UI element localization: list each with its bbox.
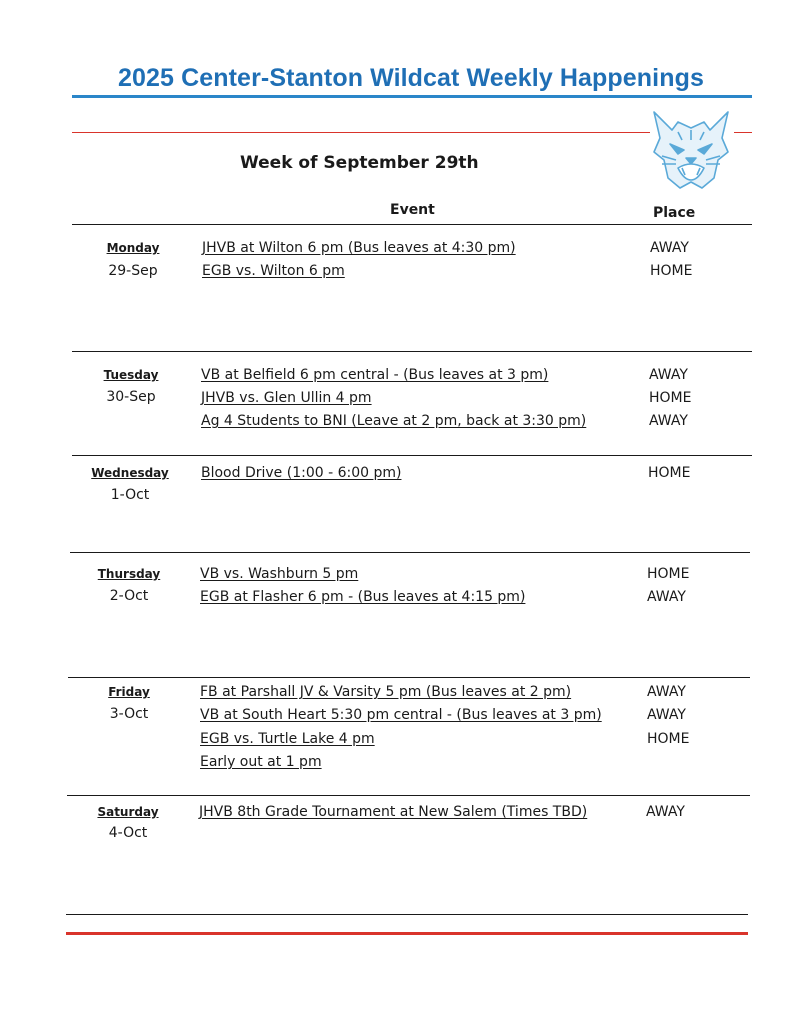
title-rule: [72, 95, 752, 98]
place-label: HOME: [650, 263, 693, 279]
event-item: VB at Belfield 6 pm central - (Bus leaves at 3 pm): [201, 367, 549, 383]
date-label-thursday: 2-Oct: [109, 588, 149, 604]
place-label: AWAY: [650, 240, 689, 256]
event-item: Blood Drive (1:00 - 6:00 pm): [201, 465, 402, 481]
header-divider: [72, 224, 752, 225]
event-item: VB vs. Washburn 5 pm: [200, 566, 359, 582]
date-label-tuesday: 30-Sep: [106, 389, 156, 405]
event-item: VB at South Heart 5:30 pm central - (Bus leaves at 3 pm): [200, 707, 602, 723]
place-label: AWAY: [649, 367, 688, 383]
day-label-monday: Monday: [106, 241, 160, 255]
red-rule-bottom: [66, 932, 748, 935]
day-label-wednesday: Wednesday: [91, 466, 169, 480]
day-divider: [72, 455, 752, 456]
date-label-friday: 3-Oct: [109, 706, 149, 722]
day-divider: [68, 677, 750, 678]
place-label: HOME: [647, 566, 690, 582]
day-label-friday: Friday: [108, 685, 150, 699]
page-title: 2025 Center-Stanton Wildcat Weekly Happenings: [118, 64, 704, 92]
place-label: AWAY: [646, 804, 685, 820]
red-rule-top: [72, 132, 650, 133]
event-item: EGB vs. Wilton 6 pm: [202, 263, 345, 279]
event-item: EGB vs. Turtle Lake 4 pm: [200, 731, 375, 747]
date-label-saturday: 4-Oct: [108, 825, 148, 841]
day-label-saturday: Saturday: [97, 805, 159, 819]
event-item: JHVB at Wilton 6 pm (Bus leaves at 4:30 pm): [202, 240, 516, 256]
red-rule-top-right: [734, 132, 752, 133]
date-label-monday: 29-Sep: [108, 263, 158, 279]
place-label: HOME: [648, 465, 691, 481]
place-label: AWAY: [647, 589, 686, 605]
place-label: HOME: [647, 731, 690, 747]
bottom-divider: [66, 914, 748, 915]
column-header-event: Event: [390, 202, 435, 218]
place-label: HOME: [649, 390, 692, 406]
day-label-thursday: Thursday: [97, 567, 161, 581]
event-item: JHVB vs. Glen Ullin 4 pm: [201, 390, 372, 406]
day-label-tuesday: Tuesday: [103, 368, 159, 382]
week-label: Week of September 29th: [240, 153, 479, 173]
day-divider: [67, 795, 750, 796]
place-label: AWAY: [647, 707, 686, 723]
day-divider: [72, 351, 752, 352]
date-label-wednesday: 1-Oct: [110, 487, 150, 503]
wildcat-logo-icon: [648, 108, 734, 192]
event-item: Early out at 1 pm: [200, 754, 322, 770]
column-header-place: Place: [653, 205, 696, 221]
place-label: AWAY: [649, 413, 688, 429]
event-item: FB at Parshall JV & Varsity 5 pm (Bus leaves at 2 pm): [200, 684, 572, 700]
event-item: EGB at Flasher 6 pm - (Bus leaves at 4:15 pm): [200, 589, 526, 605]
event-item: Ag 4 Students to BNI (Leave at 2 pm, back at 3:30 pm): [201, 413, 587, 429]
place-label: AWAY: [647, 684, 686, 700]
event-item: JHVB 8th Grade Tournament at New Salem (Times TBD): [199, 804, 588, 820]
day-divider: [70, 552, 750, 553]
